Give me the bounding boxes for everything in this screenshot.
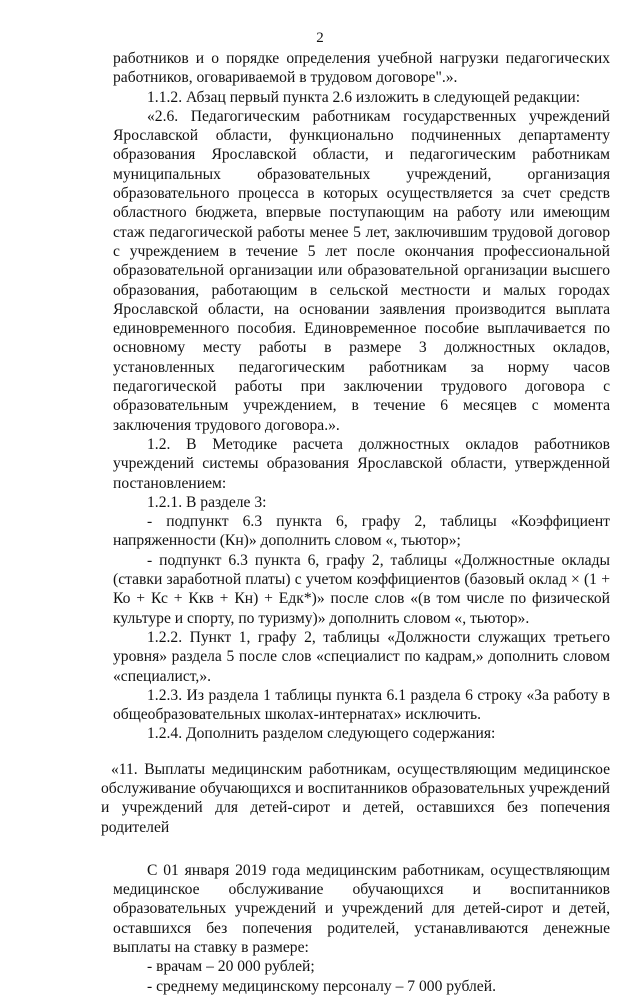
list-item-nurses: - среднему медицинскому персоналу – 7 000 рублей. bbox=[147, 977, 496, 995]
paragraph-continuation: работников и о порядке определения учебной нагрузки педагогических работников, оговариваемой в трудовом договоре".». bbox=[113, 50, 610, 87]
paragraph-1-2-3: 1.2.3. Из раздела 1 таблицы пункта 6.1 раздела 6 строку «За работу в общеобразовательных школах-интернатах» исключить. bbox=[113, 686, 610, 724]
section-heading: «11. Выплаты медицинским работникам, осуществляющим медицинское обслуживание обучающихся и воспитанников образовательных учреждений и учреждений для детей-сирот и детей, оставшихся без попечения родителей bbox=[101, 760, 610, 836]
paragraph-1-2-1: 1.2.1. В разделе 3: bbox=[147, 493, 267, 511]
paragraph-1-2-4: 1.2.4. Дополнить разделом следующего содержания: bbox=[147, 725, 496, 743]
paragraph-1-1-2: 1.1.2. Абзац первый пункта 2.6 изложить в следующей редакции: bbox=[147, 88, 581, 106]
document-body bbox=[101, 49, 610, 996]
list-item-salary: - подпункт 6.3 пункта 6, графу 2, таблицы «Должностные оклады (ставки заработной платы) с учетом коэффициентов (базовый оклад × (1 + Ко + Кс + Ккв + Кн) + Едк*)» после слов «(в том числе по физической культуре и спорту, по туризму)» дополнить словом «, тьютор». bbox=[113, 551, 610, 627]
list-item-kn: - подпункт 6.3 пункта 6, графу 2, таблицы «Коэффициент напряженности (Кн)» дополнить словом «, тьютор»; bbox=[113, 513, 610, 550]
list-item-doctors: - врачам – 20 000 рублей; bbox=[147, 958, 315, 976]
spacer bbox=[113, 744, 610, 760]
paragraph-1-2-2: 1.2.2. Пункт 1, графу 2, таблицы «Должности служащих третьего уровня» раздела 5 после слов «специалист по кадрам,» дополнить словом «специалист,». bbox=[113, 628, 610, 685]
spacer bbox=[113, 837, 610, 861]
paragraph-2-6-quote: «2.6. Педагогическим работникам государственных учреждений Ярославской области, функционально подчиненных департаменту образования Ярославской области, и педагогическим работникам муниципальных образовательных учреждений, организация образовательного процесса в которых осуществляется за счет средств областного бюджета, впервые поступающим на работу или имеющим стаж педагогической работы менее 5 лет, заключившим трудовой договор с учреждением в течение 5 лет после окончания профессиональной образовательной организации или образовательной организации высшего образования, работающим в сельской местности и малых городах Ярославской области, на основании заявления производится выплата единовременного пособия. Единовременное пособие выплачивается по основному месту работы в размере 3 должностных окладов, установленных педагогическим работникам за норму часов педагогической работы при заключении трудового договора с образовательным учреждением, в течение 6 месяцев с момента заключения трудового договора.». bbox=[113, 107, 610, 434]
paragraph-medical-payments: С 01 января 2019 года медицинским работникам, осуществляющим медицинское обслуживание обучающихся и воспитанников образовательных учреждений и учреждений для детей-сирот и детей, оставшихся без попечения родителей, устанавливаются денежные выплаты на ставку в размере: bbox=[113, 861, 610, 957]
page-number: 2 bbox=[316, 30, 324, 46]
paragraph-1-2: 1.2. В Методике расчета должностных окладов работников учреждений системы образования Ярославской области, утвержденной постановлением: bbox=[113, 435, 610, 492]
